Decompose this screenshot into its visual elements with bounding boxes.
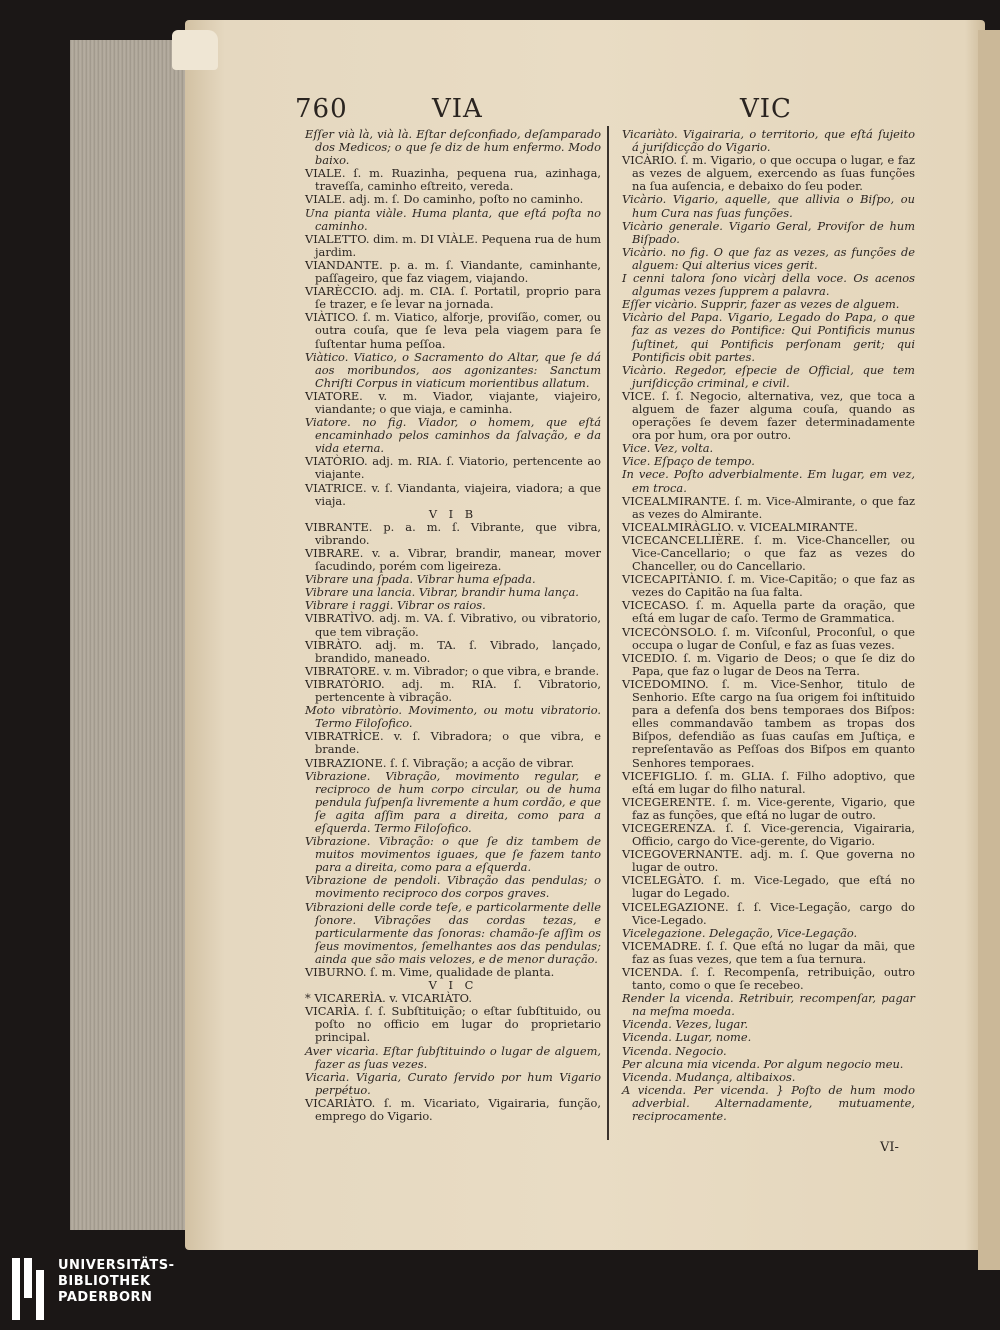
dictionary-entry: VICEFIGLIO. ſ. m. GLIA. ſ. Filho adoptivo, que eſtá em lugar do filho natural. <box>622 768 915 796</box>
dictionary-entry: VIÀTICO. ſ. m. Viatico, alforje, proviſão, comer, ou outra couſa, que ſe leva pela viagem para ſe ſuſtentar huma peſſoa. <box>305 310 601 351</box>
dictionary-entry: VICARIÀTO. ſ. m. Vicariato, Vigairaria, função, emprego do Vigario. <box>305 1095 601 1124</box>
dictionary-entry: VIBRANTE. p. a. m. ſ. Vibrante, que vibra, vibrando. <box>305 519 601 547</box>
sub-entry: Eſſer vicàrio. Supprir, fazer as vezes de alguem. <box>622 297 900 312</box>
catchword: VI- <box>880 1140 899 1155</box>
dictionary-entry: VIBRATÌVO. adj. m. VA. ſ. Vibrativo, ou vibratorio, que tem vibração. <box>305 611 601 639</box>
dictionary-entry: VICECAPITÀNIO. ſ. m. Vice-Capitão; o que faz as vezes do Capitão na ſua falta. <box>622 572 915 600</box>
sub-entry: Vicenda. Mudança, altibaixos. <box>622 1069 796 1084</box>
dictionary-entry: VIATRICE. v. ſ. Viandanta, viajeira, viadora; a que viaja. <box>305 480 601 508</box>
sub-entry: Vibrare una ſpada. Vibrar huma eſpada. <box>305 572 536 587</box>
sub-entry: Vicelegazione. Delegação, Vice-Legação. <box>622 925 858 940</box>
sub-entry: Vicenda. Negocio. <box>622 1043 727 1058</box>
dictionary-entry: VIBURNO. ſ. m. Vime, qualidade de planta. <box>305 965 555 979</box>
dictionary-entry: VICELEGAZIONE. ſ. ſ. Vice-Legação, cargo do Vice-Legado. <box>622 899 915 927</box>
sub-entry: Vibrare una lancia. Vibrar, brandir huma lança. <box>305 585 579 600</box>
sub-entry: Vicenda. Lugar, nome. <box>622 1030 752 1045</box>
sub-entry: I cenni talora ſono vicàrj della voce. Os acenos algumas vezes ſupprem a palavra. <box>622 271 915 299</box>
dictionary-entry: VIANDANTE. p. a. m. ſ. Viandante, caminhante, paſſageiro, que faz viagem, viajando. <box>305 257 601 286</box>
sub-entry: Vicenda. Vezes, lugar. <box>622 1017 749 1032</box>
dictionary-entry: VICENDA. ſ. ſ. Recompenſa, retribuição, outro tanto, como o que ſe recebeo. <box>622 965 915 993</box>
dictionary-entry: VIALE. ſ. m. Ruazinha, pequena rua, azinhaga, traveſſa, caminho eſtreito, vereda. <box>305 166 601 194</box>
sub-entry: Vicàrio del Papa. Vigario, Legado do Papa, o que faz as vezes do Pontifice: Qui Pontificis munus ſuſtinet, qui Pontificis perſonam gerit; qui Pontificis obit partes. <box>622 310 915 364</box>
dictionary-entry: VIALE. adj. m. ſ. Do caminho, poſto no caminho. <box>305 192 584 207</box>
dictionary-entry: VIATORE. v. m. Viador, viajante, viajeiro, viandante; o que viaja, e caminha. <box>305 388 601 416</box>
dictionary-entry: VICEALMIRÀGLIO. v. VICEALMIRANTE. <box>622 519 858 534</box>
dictionary-entry: VICEDOMINO. ſ. m. Vice-Senhor, titulo de Senhorio. Eſte cargo na ſua origem foi inſtituido para a defenſa dos bens temporaes dos Biſpos: elles commandavão tambem as tropas dos Biſpos, defendião as ſuas cauſas em Juſtiça, e repreſentavão as Peſſoas dos Biſpos em quanto Senhores temporaes. <box>622 676 915 770</box>
dictionary-entry: VIALETTO. dim. m. DI VIÀLE. Pequena rua de hum jardim. <box>305 231 601 259</box>
dictionary-entry: VIBRARE. v. a. Vibrar, brandir, manear, mover ſacudindo, porém com ligeireza. <box>305 546 601 574</box>
library-name-line-3: PADERBORN <box>58 1290 153 1305</box>
sub-entry: Render la vicenda. Retribuir, recompenſar, pagar na meſma moeda. <box>622 991 915 1019</box>
library-name-line-1: UNIVERSITÄTS- <box>58 1258 175 1273</box>
sub-entry: Vibrazione de pendoli. Vibração das pendulas; o movimento reciproco dos corpos graves. <box>305 873 601 901</box>
column-divider <box>607 126 609 1140</box>
sub-entry: Vice. Eſpaço de tempo. <box>622 454 755 469</box>
dictionary-entry: VIBRATÒRIO. adj. m. RIA. ſ. Vibratorio, pertencente à vibração. <box>305 676 601 705</box>
paper-bookmark <box>172 30 218 70</box>
page-number: 760 <box>295 94 348 124</box>
page-edges <box>70 40 192 1230</box>
sub-entry: Vicàrio. Vigario, aquelle, que allivia o Biſpo, ou hum Cura nas ſuas funções. <box>622 192 915 220</box>
sub-entry: In vece. Poſto adverbialmente. Em lugar, em vez, em troca. <box>622 467 915 495</box>
dictionary-entry: VICEGOVERNANTE. adj. m. ſ. Que governa no lugar de outro. <box>622 847 915 875</box>
dictionary-entry: VICECASO. ſ. m. Aquella parte da oração, que eſtá em lugar de caſo. Termo de Grammatica. <box>622 598 915 626</box>
dictionary-entry: VICEGERENTE. ſ. m. Vice-gerente, Vigario, que faz as funções, que eſtá no lugar de outro. <box>622 794 915 822</box>
dictionary-entry: VICECÒNSOLO. ſ. m. Viſconſul, Proconſul, o que occupa o lugar de Conſul, e faz as ſuas vezes. <box>622 624 915 652</box>
sub-entry: Vibrare i raggi. Vibrar os raios. <box>305 598 486 613</box>
facing-page-edge <box>978 30 1000 1270</box>
sub-entry: Vice. Vez, volta. <box>622 441 714 456</box>
dictionary-entry: VIBRATORE. v. m. Vibrador; o que vibra, e brande. <box>305 663 600 678</box>
right-running-head: VIC <box>740 94 792 124</box>
dictionary-entry: VICEALMIRANTE. ſ. m. Vice-Almirante, o que faz as vezes do Almirante. <box>622 493 915 521</box>
library-logo-icon <box>12 1258 52 1320</box>
sub-entry: Vicàrio. Regedor, eſpecie de Official, que tem juriſdicção criminal, e civil. <box>622 362 915 390</box>
sub-entry: Vibrazione. Vibração, movimento regular, e reciproco de hum corpo circular, ou de huma pendula ſuſpenſa livremente a hum cordão, e que ſe agita aſſim para a direita, como para a eſquerda. Termo Filoſofico. <box>305 768 601 835</box>
section-heading: V I C <box>428 978 478 993</box>
sub-entry: Vicàrio generale. Vigario Geral, Proviſor de hum Biſpado. <box>622 218 915 246</box>
sub-entry: Vibrazioni delle corde teſe, e particolarmente delle ſonore. Vibrações das cordas tezas, e particularmente das ſonoras: chamão-ſe aſſim os ſeus movimentos, ſemelhantes aos das pendulas; ainda que são mais velozes, e de menor duração. <box>305 899 601 966</box>
dictionary-entry: VICEDIO. ſ. m. Vigario de Deos; o que ſe diz do Papa, que faz o lugar de Deos na Terra. <box>622 650 915 678</box>
dictionary-entry: VICEMADRE. ſ. ſ. Que eſtá no lugar da mãi, que faz as ſuas vezes, que tem a ſua ternura. <box>622 938 915 966</box>
left-column <box>305 128 601 1123</box>
dictionary-entry: VIBRÀTO. adj. m. TA. ſ. Vibrado, lançado, brandido, maneado. <box>305 637 601 665</box>
dictionary-entry: VICARÌA. ſ. ſ. Subſtituição; o eſtar ſubſtituido, ou poſto no officio em lugar do proprietario principal. <box>305 1004 601 1045</box>
dictionary-entry: VICÀRIO. ſ. m. Vigario, o que occupa o lugar, e faz as vezes de alguem, exercendo as ſuas funções na ſua auſencia, e debaixo do ſeu poder. <box>622 153 915 194</box>
sub-entry: Vicariàto. Vigairaria, o territorio, que eſtá ſujeito á juriſdicção do Vigario. <box>622 127 915 155</box>
dictionary-entry: VICECANCELLIÈRE. ſ. m. Vice-Chanceller, ou Vice-Cancellario; o que faz as vezes do Chanceller, ou do Cancellario. <box>622 532 915 574</box>
left-running-head: VIA <box>432 94 483 124</box>
dictionary-entry: * VICARERÌA. v. VICARIÀTO. <box>305 991 472 1006</box>
section-heading: V I B <box>428 506 478 521</box>
library-name <box>58 1258 174 1306</box>
library-name-line-2: BIBLIOTHEK <box>58 1274 151 1289</box>
sub-entry: Vicàrio. no fig. O que faz as vezes, as funções de alguem: Qui alterius vices gerit. <box>622 244 915 272</box>
sub-entry: Eſſer vià là, vià là. Eſtar deſconfiado, deſamparado dos Medicos; o que ſe diz de hum enfermo. Modo baixo. <box>305 127 601 168</box>
sub-entry: Vibrazione. Vibração: o que ſe diz tambem de muitos movimentos iguaes, que ſe fazem tanto para a direita, como para a eſquerda. <box>305 834 601 875</box>
sub-entry: Viàtico. Viatico, o Sacramento do Altar, que ſe dá aos moribundos, aos agonizantes: Sanctum Chriſti Corpus in viaticum morientibus allatum. <box>305 349 601 390</box>
right-column <box>622 128 915 1123</box>
sub-entry: Aver vicarìa. Eſtar ſubſtituindo o lugar de alguem, fazer as ſuas vezes. <box>305 1043 601 1071</box>
sub-entry: Viatore. no fig. Viador, o homem, que eſtá encaminhado pelos caminhos da ſalvação, e da vida eterna. <box>305 415 601 456</box>
dictionary-entry: VIBRAZIONE. ſ. ſ. Vibração; a acção de vibrar. <box>305 755 575 770</box>
dictionary-entry: VIATÒRIO. adj. m. RIA. ſ. Viatorio, pertencente ao viajante. <box>305 454 601 482</box>
sub-entry: Moto vibratòrio. Movimento, ou motu vibratorio. Termo Filoſofico. <box>305 703 601 731</box>
sub-entry: Vicarìa. Vigaria, Curato ſervido por hum Vigario perpétuo. <box>305 1069 601 1097</box>
dictionary-entry: VICELEGÀTO. ſ. m. Vice-Legado, que eſtá no lugar do Legado. <box>622 873 915 901</box>
sub-entry: Una pianta viàle. Huma planta, que eſtá poſta no caminho. <box>305 205 601 233</box>
dictionary-entry: VIARÈCCIO. adj. m. CIA. ſ. Portatil, proprio para ſe trazer, e ſe levar na jornada. <box>305 284 601 312</box>
dictionary-entry: VICEGERENZA. ſ. ſ. Vice-gerencia, Vigairaria, Officio, cargo do Vice-gerente, do Vigario. <box>622 820 915 849</box>
sub-entry: Per alcuna mia vicenda. Por algum negocio meu. <box>622 1056 904 1071</box>
dictionary-entry: VIBRATRÌCE. v. ſ. Vibradora; o que vibra, e brande. <box>305 729 601 757</box>
dictionary-entry: VICE. ſ. ſ. Negocio, alternativa, vez, que toca a alguem de fazer alguma couſa, quando as operações ſe devem fazer determinadamente ora por hum, ora por outro. <box>622 388 915 443</box>
sub-entry: A vicenda. Per vicenda. } Poſto de hum modo adverbial. Alternadamente, mutuamente, reciprocamente. <box>622 1082 915 1124</box>
